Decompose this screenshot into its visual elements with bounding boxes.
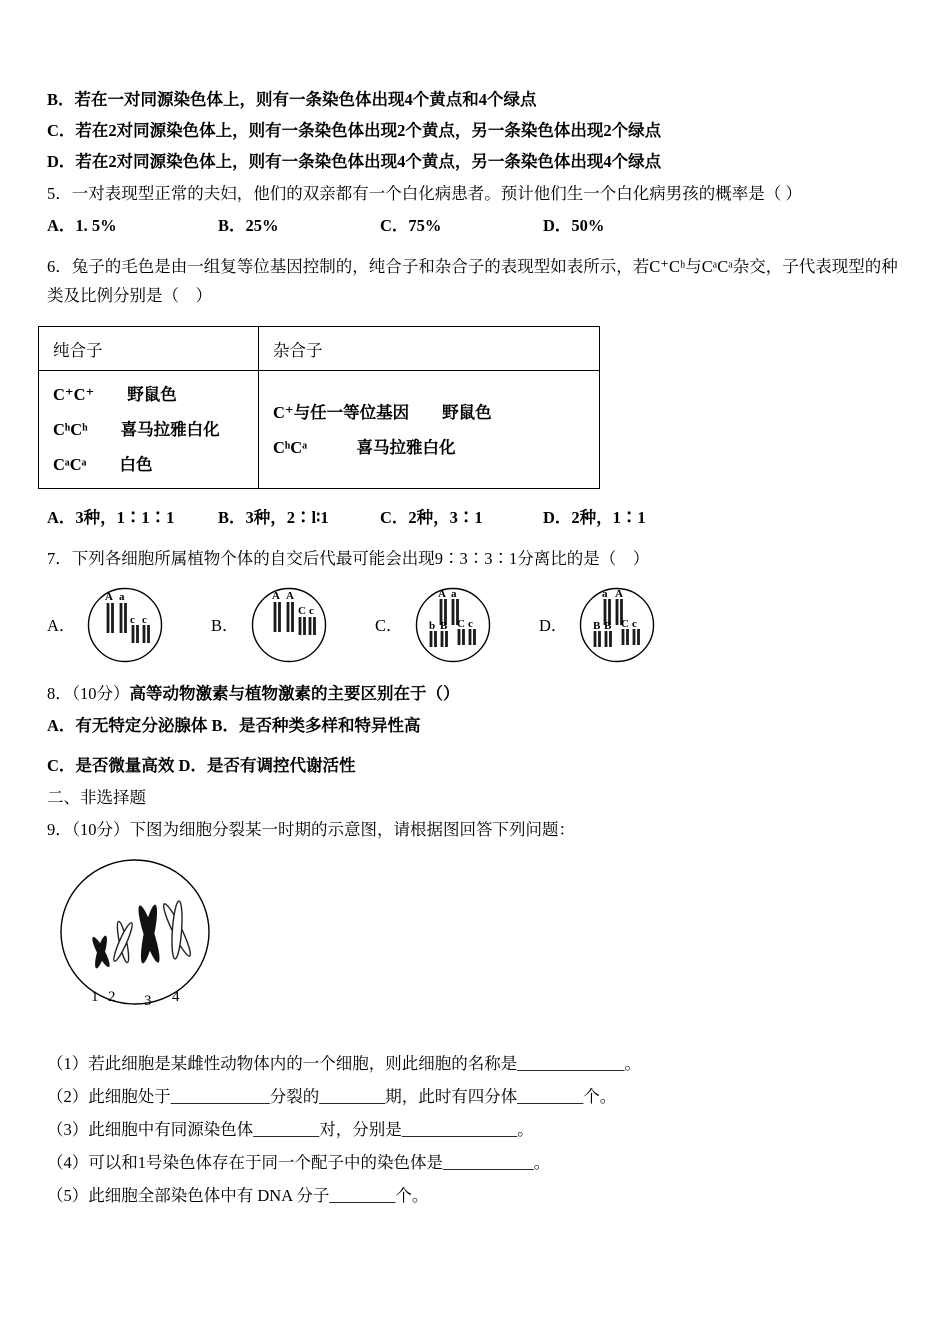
gene-label: A bbox=[286, 590, 294, 602]
gene-label: B bbox=[604, 620, 612, 632]
table-header-heterozygote: 杂合子 bbox=[259, 327, 600, 371]
q7-cell-a-label: A． bbox=[47, 616, 76, 635]
cell-diagram-c bbox=[413, 585, 493, 663]
gene-label: b bbox=[429, 620, 436, 632]
q6-option-a: A．3种，1∶1∶1 bbox=[47, 508, 175, 527]
q6-option-b: B．3种，2∶l∶1 bbox=[218, 508, 329, 527]
chromosome-pair-short-2 bbox=[623, 629, 639, 645]
q8-stem bbox=[47, 679, 908, 708]
gene-label: A bbox=[438, 588, 446, 600]
q6-options bbox=[47, 504, 908, 532]
chromosome-pair-tall bbox=[108, 603, 126, 633]
cell-diagram-a bbox=[85, 585, 165, 663]
table-cell-heterozygote bbox=[259, 371, 600, 489]
q9-sub-3: （3）此细胞中有同源染色体________对，分别是______________。 bbox=[47, 1120, 534, 1139]
gene-label: c bbox=[632, 618, 637, 630]
q7-cell-d-label: D． bbox=[539, 616, 568, 635]
gene-label: A bbox=[272, 590, 280, 602]
q6-option-d: D．2种，1∶1 bbox=[543, 508, 646, 527]
table-cell-homozygote bbox=[39, 371, 259, 489]
q7-cell-b bbox=[211, 585, 375, 663]
chromosome-pair-tall bbox=[275, 602, 293, 632]
q8-stem-text: 高等动物激素与植物激素的主要区别在于（） bbox=[129, 684, 460, 703]
table-line: C⁺C⁺ 野鼠色 bbox=[53, 385, 177, 404]
cell-membrane bbox=[61, 860, 209, 1004]
gene-label: C bbox=[621, 618, 629, 630]
q8-options-cd: C．是否微量高效 D．是否有调控代谢活性 bbox=[47, 756, 356, 775]
gene-label: C bbox=[457, 618, 465, 630]
q7-stem: 7．下列各细胞所属植物个体的自交后代最可能会出现9∶3∶3∶1分离比的是（ ） bbox=[47, 549, 650, 568]
q9-sub-2: （2）此细胞处于____________分裂的________期，此时有四分体________个。 bbox=[47, 1087, 617, 1106]
section2-title: 二、非选择题 bbox=[47, 788, 146, 807]
chromosome-2 bbox=[111, 921, 135, 964]
chromosome-3 bbox=[135, 904, 163, 965]
q9-sub-5: （5）此细胞全部染色体中有 DNA 分子________个。 bbox=[47, 1186, 429, 1205]
table-line: C⁺与任一等位基因 野鼠色 bbox=[273, 402, 492, 422]
table-line: CʰCᵃ 喜马拉雅白化 bbox=[273, 437, 456, 457]
chromosome-number-1: 1 bbox=[91, 989, 99, 1005]
table-line: CᵃCᵃ 白色 bbox=[53, 455, 153, 474]
gene-label: c bbox=[309, 605, 314, 617]
q7-cell-b-label: B． bbox=[211, 616, 239, 635]
table-line: CʰCʰ 喜马拉雅白化 bbox=[53, 420, 220, 439]
gene-label: A bbox=[105, 591, 113, 603]
gene-label: c bbox=[468, 618, 473, 630]
gene-label: c bbox=[130, 614, 135, 626]
chromosome-pair-short-1 bbox=[595, 631, 611, 647]
chromosome-pair-short bbox=[133, 625, 149, 643]
intro-option-b: B．若在一对同源染色体上，则有一条染色体出现4个黄点和4个绿点 bbox=[47, 90, 537, 109]
q5-option-c: C．75% bbox=[380, 216, 442, 235]
chromosome-number-4: 4 bbox=[172, 989, 180, 1005]
chromosome-4 bbox=[160, 901, 194, 960]
chromosome-number-3: 3 bbox=[144, 993, 152, 1009]
chromosome-pair-short bbox=[300, 617, 315, 635]
gene-label: C bbox=[298, 605, 306, 617]
q7-cell-diagrams bbox=[47, 585, 908, 663]
q9-sub-1: （1）若此细胞是某雌性动物体内的一个细胞，则此细胞的名称是_____________。 bbox=[47, 1054, 641, 1073]
q7-cell-d bbox=[539, 585, 657, 663]
table-header-homozygote: 纯合子 bbox=[39, 327, 259, 371]
q7-cell-c-label: C． bbox=[375, 616, 403, 635]
q9-stem: 9．（10分）下图为细胞分裂某一时期的示意图，请根据图回答下列问题： bbox=[47, 820, 575, 839]
cell-diagram-d bbox=[577, 585, 657, 663]
gene-label: B bbox=[440, 620, 448, 632]
gene-label: c bbox=[142, 614, 147, 626]
q5-option-b: B．25% bbox=[218, 216, 279, 235]
chromosome-pair-short-2 bbox=[459, 629, 475, 645]
q5-stem: 5．一对表现型正常的夫妇，他们的双亲都有一个白化病患者。预计他们生一个白化病男孩的概率是（ ） bbox=[47, 184, 802, 203]
q7-cell-c bbox=[375, 585, 539, 663]
q8-number: 8．（10分） bbox=[47, 684, 130, 703]
chromosome-number-2: 2 bbox=[108, 989, 116, 1005]
q6-stem: 6．兔子的毛色是由一组复等位基因控制的，纯合子和杂合子的表现型如表所示，若C⁺Cʰ与CᵃCᵃ杂交，子代表现型的种类及比例分别是（ ） bbox=[47, 257, 898, 305]
q6-option-c: C．2种，3∶1 bbox=[380, 508, 483, 527]
intro-option-d: D．若在2对同源染色体上，则有一条染色体出现4个黄点，另一条染色体出现4个绿点 bbox=[47, 152, 662, 171]
cell-division-diagram bbox=[43, 854, 228, 1014]
chromosome-1 bbox=[90, 935, 113, 970]
q5-option-d: D．50% bbox=[543, 216, 605, 235]
gene-label: a bbox=[119, 591, 125, 603]
q9-sub-4: （4）可以和1号染色体存在于同一个配子中的染色体是___________。 bbox=[47, 1153, 551, 1172]
q8-options-ab: A．有无特定分泌腺体 B．是否种类多样和特异性高 bbox=[47, 716, 421, 735]
gene-label: a bbox=[451, 588, 457, 600]
chromosome-pair-short-1 bbox=[431, 631, 447, 647]
gene-label: B bbox=[593, 620, 601, 632]
intro-option-c: C．若在2对同源染色体上，则有一条染色体出现2个黄点，另一条染色体出现2个绿点 bbox=[47, 121, 662, 140]
q5-options bbox=[47, 212, 908, 240]
genotype-table bbox=[38, 326, 600, 489]
gene-label: a bbox=[602, 588, 608, 600]
q8-block bbox=[47, 679, 908, 780]
cell-diagram-b bbox=[249, 585, 329, 663]
q9-figure bbox=[43, 854, 908, 1019]
gene-label: A bbox=[615, 588, 623, 600]
q5-option-a: A．1. 5% bbox=[47, 216, 117, 235]
q7-cell-a bbox=[47, 585, 211, 663]
